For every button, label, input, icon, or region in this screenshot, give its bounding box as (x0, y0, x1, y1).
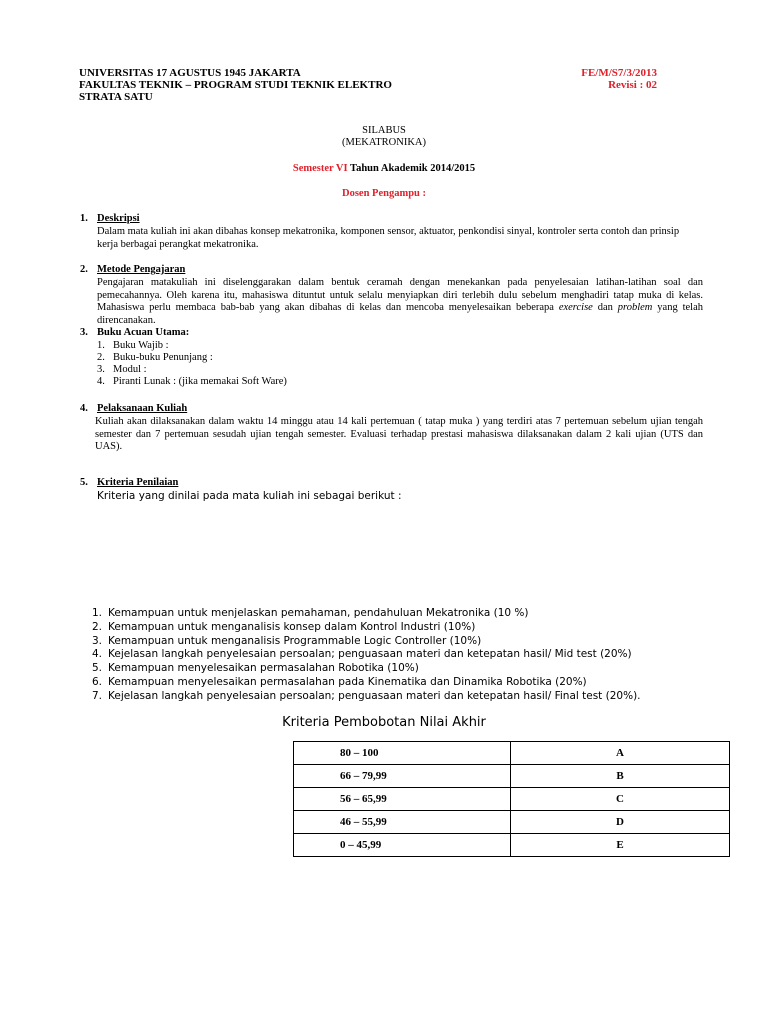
score-range: 66 – 79,99 (294, 765, 511, 788)
table-row (294, 811, 730, 834)
semester-label: Semester VI (292, 163, 348, 174)
grading-title: Kriteria Pembobotan Nilai Akhir (282, 715, 486, 730)
table-row (294, 765, 730, 788)
criteria-item: 6. Kemampuan menyelesaikan permasalahan pada Kinematika dan Dinamika Robotika (20%) (92, 676, 587, 688)
section-2-number: 2. (80, 264, 88, 275)
section-1-body: Dalam mata kuliah ini akan dibahas konsep mekatronika, komponen sensor, aktuator, penkondisi sinyal, kontroler serta contoh dan prinsip kerja berbagai perangkat mekatronika. (97, 226, 680, 250)
book-item: 1. Buku Wajib : (97, 340, 169, 351)
table-row (294, 742, 730, 765)
problem-term: problem (617, 302, 653, 313)
score-range: 56 – 65,99 (294, 788, 511, 811)
section-4-title: Pelaksanaan Kuliah (97, 403, 188, 414)
section-1-title: Deskripsi (97, 213, 140, 224)
section-5-title: Kriteria Penilaian (97, 477, 179, 488)
study-level: STRATA SATU (79, 91, 153, 103)
book-item: 2. Buku-buku Penunjang : (97, 352, 213, 363)
section-5-number: 5. (80, 477, 88, 488)
academic-year: Tahun Akademik 2014/2015 (350, 163, 476, 174)
section-4-number: 4. (80, 403, 88, 414)
section-4-body: Kuliah akan dilaksanakan dalam waktu 14 minggu atau 14 kali pertemuan ( tatap muka ) yang terdiri atas 7 pertemuan sebelum ujian tengah semester dan 7 pertemuan sesudah ujian tengah semester. Evaluasi terhadap prestasi mahasiswa dilaksanakan dalam 2 kali ujian (UTS dan UAS). (95, 416, 703, 452)
section-2-body-c: yang telah direncanakan. (97, 302, 703, 326)
book-item: 4. Piranti Lunak : (jika memakai Soft Ware) (97, 376, 287, 387)
score-range: 80 – 100 (294, 742, 511, 765)
section-3-number: 3. (80, 327, 88, 338)
letter-grade: B (511, 765, 730, 788)
criteria-item: 2. Kemampuan untuk menganalisis konsep dalam Kontrol Industri (10%) (92, 621, 476, 633)
section-2-title: Metode Pengajaran (97, 264, 186, 275)
lecturer-label: Dosen Pengampu : (341, 188, 426, 199)
university-name: UNIVERSITAS 17 AGUSTUS 1945 JAKARTA (79, 67, 301, 79)
criteria-item: 4. Kejelasan langkah penyelesaian persoalan; penguasaan materi dan ketepatan hasil/ Mid test (20%) (92, 648, 632, 660)
exercise-term: exercise (558, 302, 593, 313)
page-title: SILABUS (362, 125, 406, 136)
criteria-item: 7. Kejelasan langkah penyelesaian persoalan; penguasaan materi dan ketepatan hasil/ Final test (20%). (92, 690, 641, 702)
faculty-name: FAKULTAS TEKNIK – PROGRAM STUDI TEKNIK ELEKTRO (79, 79, 392, 91)
table-row (294, 788, 730, 811)
section-2-body-a: Pengajaran matakuliah ini diselenggarakan dalam bentuk ceramah dengan menekankan pada penyelesaian latihan-latihan soal dan pemecahannya. Oleh karena itu, mahasiswa dituntut untuk selalu menyiapkan diri terlebih dulu sebelum menghadiri tatap muka di kelas. Mahasiswa perlu membaca bab-bab yang akan dibahas di kelas dan mencoba menyelesaikan beberapa (97, 277, 703, 313)
table-row (294, 834, 730, 857)
criteria-item: 5. Kemampuan menyelesaikan permasalahan Robotika (10%) (92, 662, 419, 674)
revision-number: Revisi : 02 (608, 79, 657, 91)
criteria-item: 3. Kemampuan untuk menganalisis Programmable Logic Controller (10%) (92, 635, 482, 647)
section-5-intro: Kriteria yang dinilai pada mata kuliah ini sebagai berikut : (97, 490, 402, 502)
section-3-title: Buku Acuan Utama: (97, 327, 190, 338)
document-code: FE/M/S7/3/2013 (581, 67, 657, 79)
book-item: 3. Modul : (97, 364, 147, 375)
grading-table (293, 741, 730, 857)
criteria-item: 1. Kemampuan untuk menjelaskan pemahaman, pendahuluan Mekatronika (10 %) (92, 607, 529, 619)
semester-line (0, 163, 768, 176)
section-2-body-b: dan (597, 302, 613, 313)
letter-grade: E (511, 834, 730, 857)
score-range: 46 – 55,99 (294, 811, 511, 834)
section-2-body (97, 277, 703, 327)
section-1-number: 1. (80, 213, 88, 224)
course-name: (MEKATRONIKA) (342, 137, 426, 148)
score-range: 0 – 45,99 (294, 834, 511, 857)
letter-grade: D (511, 811, 730, 834)
letter-grade: A (511, 742, 730, 765)
letter-grade: C (511, 788, 730, 811)
